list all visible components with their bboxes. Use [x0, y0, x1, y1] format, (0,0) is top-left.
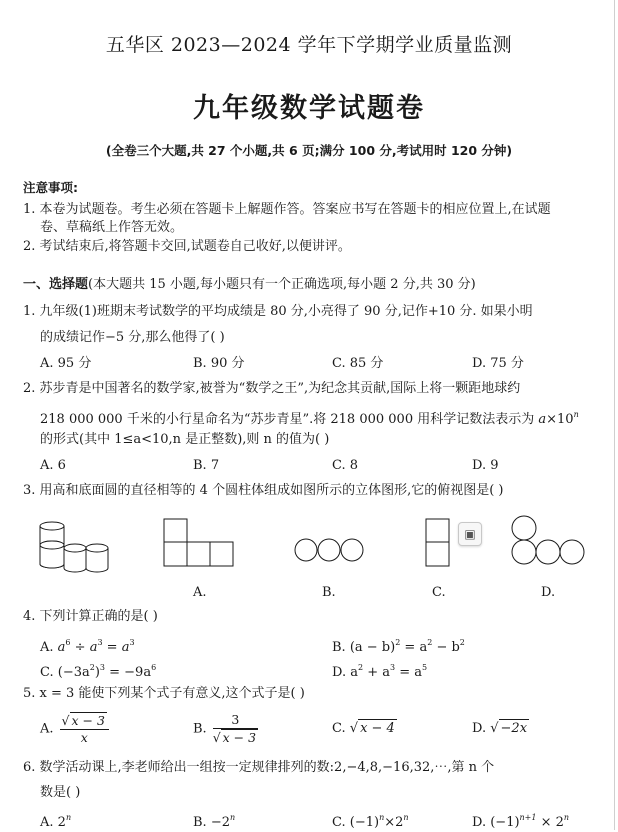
- q3-solid-figure: [30, 514, 130, 580]
- q4-c-mid: ): [94, 665, 100, 680]
- section-label: 一、选择题: [23, 277, 89, 292]
- q3-option-a-figure[interactable]: [163, 518, 235, 568]
- q5-option-c[interactable]: [332, 719, 397, 738]
- q4-b-rest2: − b: [432, 640, 460, 655]
- q4-a-var2: a: [89, 640, 98, 655]
- q3-option-b-label[interactable]: B.: [322, 585, 336, 600]
- q5-stem: 5. x = 3 能使下列某个式子有意义,这个式子是( ): [23, 686, 305, 701]
- exam-title: 九年级数学试题卷: [193, 93, 425, 124]
- q2-exp-n: n: [573, 410, 579, 419]
- q6-a-exp: n: [65, 813, 72, 822]
- q4-b-exp3: 2: [459, 638, 465, 647]
- q4-a-exp3: 3: [129, 638, 135, 647]
- q6-b-text: B. −2: [193, 815, 230, 830]
- q4-a-op: ÷: [70, 640, 90, 655]
- q4-d-exp3: 5: [422, 663, 428, 672]
- q6-a-text: A. 2: [40, 815, 66, 830]
- q4-d-exp1: 2: [357, 663, 364, 672]
- q5-c-label: C.: [332, 721, 346, 736]
- q3-option-c-label[interactable]: C.: [432, 585, 446, 600]
- q6-option-c[interactable]: [332, 809, 409, 832]
- q6-d-exp2: n: [563, 813, 570, 822]
- q6-c-exp2: n: [403, 813, 409, 822]
- radical-icon: √: [212, 730, 221, 745]
- q6-c-exp1: n: [379, 813, 385, 822]
- q4-option-c[interactable]: [40, 659, 156, 682]
- q6-stem: 6. 数学活动课上,李老师给出一组按一定规律排列的数:2,−4,8,−16,32,⋯,第 n 个: [23, 760, 495, 775]
- q2-stem-text: 218 000 000 千米的小行星命名为“苏步青星”.将 218 000 000 用科学记数法表示为: [40, 412, 539, 427]
- q6-option-d[interactable]: [472, 809, 569, 832]
- q4-d-mid: + a: [363, 665, 390, 680]
- q1-option-a[interactable]: A. 95 分: [40, 356, 92, 371]
- q4-b-exp: 2: [395, 638, 401, 647]
- q6-b-exp: n: [229, 813, 236, 822]
- q3-option-a-label[interactable]: A.: [193, 585, 207, 600]
- q2-times-ten: ×10: [546, 412, 574, 427]
- notice-heading: 注意事项:: [23, 180, 78, 195]
- q4-b-text: B. (a − b): [332, 640, 396, 655]
- q6-d-mid: × 2: [536, 815, 564, 830]
- q2-var-a: a: [538, 412, 547, 427]
- q3-option-d-label[interactable]: D.: [541, 585, 556, 600]
- notice-item-2: 2. 考试结束后,将答题卡交回,试题卷自己收好,以便讲评。: [23, 239, 351, 254]
- q4-a-exp2: 3: [97, 638, 103, 647]
- notice-item-1: 1. 本卷为试题卷。考生必须在答题卡上解题作答。答案应书写在答题卡的相应位置上,在试题: [23, 202, 551, 217]
- radical-icon: √: [349, 721, 359, 736]
- q5-a-fraction: [60, 712, 109, 746]
- q5-a-num: [60, 712, 109, 730]
- q4-a-exp: 6: [65, 638, 71, 647]
- q4-d-text: D. a: [332, 665, 358, 680]
- q4-c-exp1: 2: [89, 663, 95, 672]
- q2-option-d[interactable]: D. 9: [472, 458, 499, 473]
- q6-c-text: C. (−1): [332, 815, 380, 830]
- q5-c-radicand: x − 4: [360, 721, 395, 736]
- q1-option-d[interactable]: D. 75 分: [472, 356, 524, 371]
- q4-d-exp2: 3: [390, 663, 396, 672]
- q4-option-d[interactable]: [332, 659, 427, 682]
- q1-stem-cont: 的成绩记作−5 分,那么他得了( ): [40, 330, 225, 345]
- q2-option-a[interactable]: A. 6: [40, 458, 66, 473]
- q3-stem: 3. 用高和底面圆的直径相等的 4 个圆柱体组成如图所示的立体图形,它的俯视图是( ): [23, 483, 504, 498]
- q1-option-b[interactable]: B. 90 分: [193, 356, 245, 371]
- q5-option-b[interactable]: [193, 712, 258, 746]
- q1-stem: 1. 九年级(1)班期末考试数学的平均成绩是 80 分,小亮得了 90 分,记作+10 分. 如果小明: [23, 304, 533, 319]
- q6-c-mid: ×2: [384, 815, 404, 830]
- q6-option-b[interactable]: [193, 809, 235, 832]
- q5-option-a[interactable]: [40, 712, 109, 746]
- exam-subtitle: 五华区 2023—2024 学年下学期学业质量监测: [105, 34, 513, 56]
- q5-option-d[interactable]: [472, 719, 529, 738]
- q6-d-exp1: n+1: [519, 813, 537, 822]
- q4-a-var: a: [57, 640, 66, 655]
- q4-b-exp2: 2: [427, 638, 433, 647]
- q5-a-den: x: [80, 730, 88, 745]
- q4-option-a[interactable]: [40, 634, 135, 657]
- q4-option-b[interactable]: [332, 634, 465, 657]
- q2-option-c[interactable]: C. 8: [332, 458, 359, 473]
- q1-option-c[interactable]: C. 85 分: [332, 356, 384, 371]
- q4-c-text: C. (−3a: [40, 665, 90, 680]
- q4-b-rest: = a: [400, 640, 428, 655]
- q4-c-rest: = −9a: [105, 665, 152, 680]
- q2-stem: 2. 苏步青是中国著名的数学家,被誉为“数学之王”,为纪念其贡献,国际上将一颗距地球约: [23, 381, 521, 396]
- q4-a-var3: a: [121, 640, 130, 655]
- q6-d-text: D. (−1): [472, 815, 520, 830]
- q4-d-rest: = a: [395, 665, 423, 680]
- radical-icon: √: [490, 721, 499, 736]
- q5-d-radicand: −2x: [500, 721, 528, 736]
- q5-b-radicand: x − 3: [222, 730, 257, 745]
- q4-a-eq: =: [102, 640, 122, 655]
- q6-option-a[interactable]: [40, 809, 71, 832]
- q5-b-fraction: [213, 712, 258, 746]
- q4-c-exp2: 3: [99, 663, 105, 672]
- q5-a-label: A.: [40, 721, 54, 737]
- radical-icon: √: [61, 713, 70, 728]
- crop-icon[interactable]: ▣: [458, 522, 482, 546]
- q2-option-b[interactable]: B. 7: [193, 458, 220, 473]
- q5-a-radicand: x − 3: [71, 713, 105, 728]
- q3-option-d-figure[interactable]: [509, 514, 585, 568]
- section-heading: [23, 276, 476, 294]
- q3-option-b-figure[interactable]: [294, 537, 366, 563]
- q6-stem-cont: 数是( ): [40, 785, 81, 800]
- q4-a-label: A.: [40, 640, 58, 655]
- q5-b-den: [213, 729, 258, 746]
- q2-stem-cont-2: 的形式(其中 1≤a<10,n 是正整数),则 n 的值为( ): [40, 432, 330, 447]
- q5-b-num: 3: [213, 712, 258, 729]
- q2-stem-cont: [40, 406, 579, 429]
- q5-b-label: B.: [193, 721, 207, 737]
- exam-note: (全卷三个大题,共 27 个小题,共 6 页;满分 100 分,考试用时 120 分钟): [105, 143, 513, 158]
- q4-c-exp3: 6: [151, 663, 157, 672]
- q3-option-c-figure[interactable]: [425, 518, 451, 568]
- notice-item-1-cont: 卷、草稿纸上作答无效。: [40, 220, 184, 235]
- q4-stem: 4. 下列计算正确的是( ): [23, 609, 158, 624]
- q5-d-label: D.: [472, 721, 487, 736]
- section-desc: (本大题共 15 小题,每小题只有一个正确选项,每小题 2 分,共 30 分): [88, 277, 476, 292]
